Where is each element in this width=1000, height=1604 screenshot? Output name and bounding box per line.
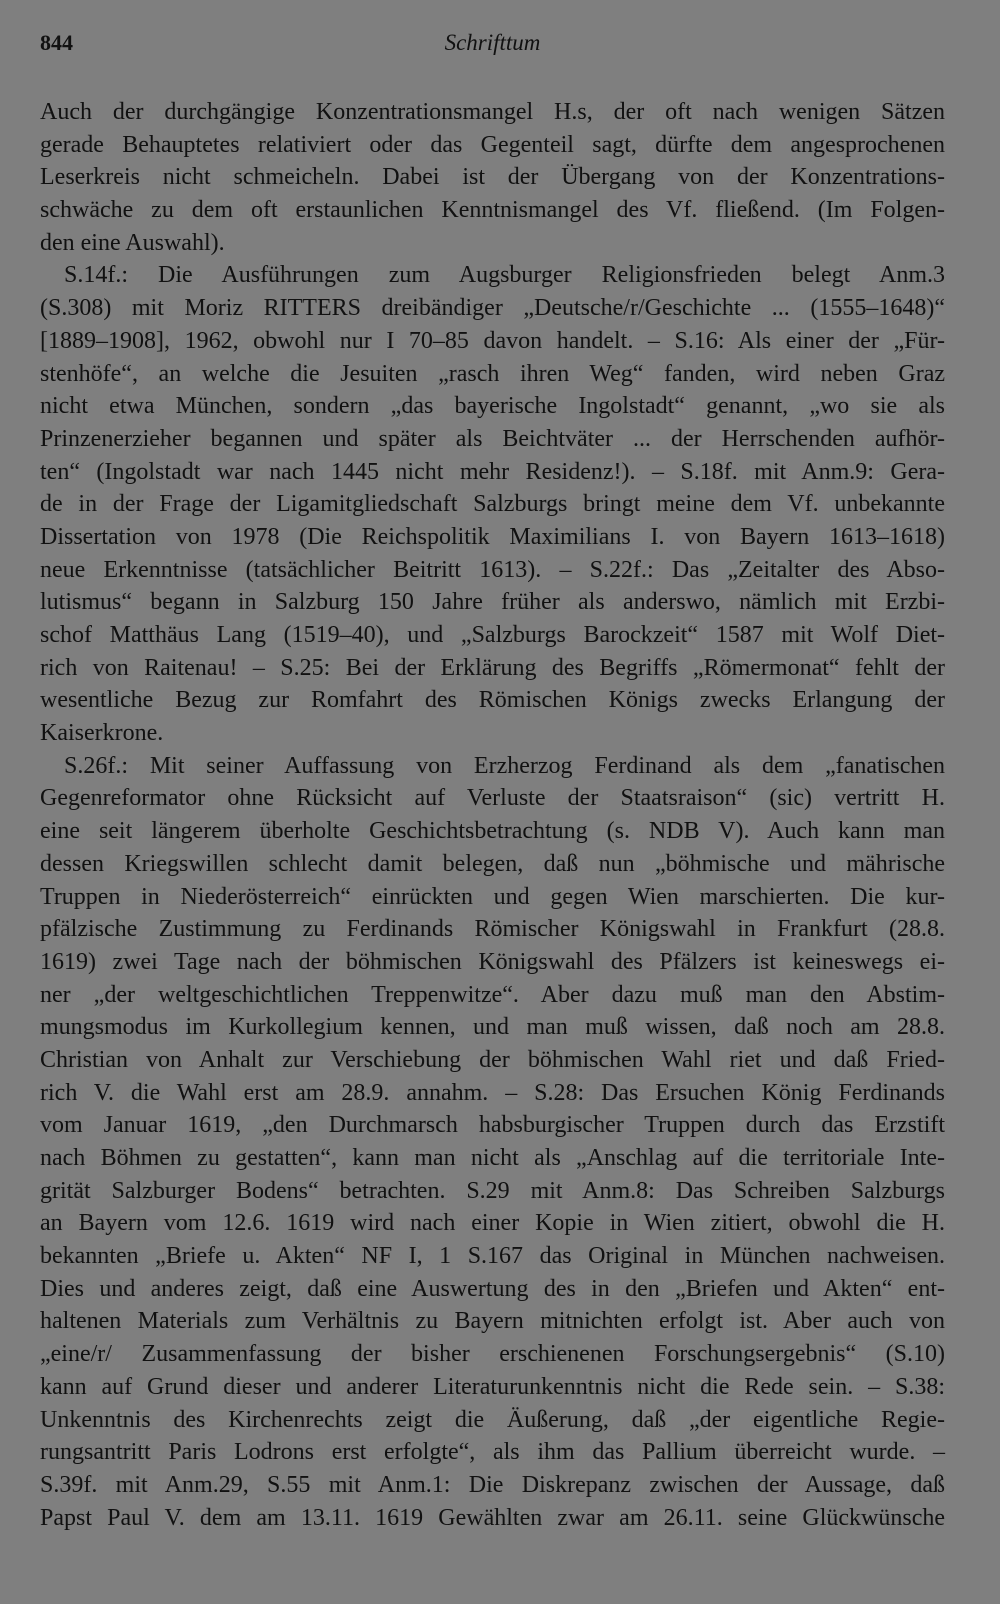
text-line: de in der Frage der Ligamitgliedschaft Salzburgs bringt meine dem Vf. unbekannte [40,491,945,518]
document-page [40,0,945,1604]
text-line: Kaiserkrone. [40,720,164,747]
text-line: vom Januar 1619, „den Durchmarsch habsburgischer Truppen durch das Erzstift [40,1112,945,1139]
text-line: ner „der weltgeschichtlichen Treppenwitze“. Aber dazu muß man den Abstim- [40,981,945,1008]
text-line: Christian von Anhalt zur Verschiebung der böhmischen Wahl riet und daß Fried- [40,1046,945,1073]
text-line: „eine/r/ Zusammenfassung der bisher erschienenen Forschungsergebnis“ (S.10) [40,1341,945,1368]
page-number: 844 [40,30,73,55]
text-line: pfälzische Zustimmung zu Ferdinands Römischer Königswahl in Frankfurt (28.8. [40,916,945,943]
text-line: Prinzenerzieher begannen und später als Beichtväter ... der Herrschenden aufhör- [40,425,945,452]
text-line: Papst Paul V. dem am 13.11. 1619 Gewählten zwar am 26.11. seine Glückwünsche [40,1504,945,1531]
text-line: rich von Raitenau! – S.25: Bei der Erklärung des Begriffs „Römermonat“ fehlt der [40,654,945,681]
text-line: nach Böhmen zu gestatten“, kann man nicht als „Anschlag auf die territoriale Inte- [40,1145,945,1171]
text-line: 1619) zwei Tage nach der böhmischen Königswahl des Pfälzers ist keineswegs ei- [40,948,945,975]
text-line: an Bayern vom 12.6. 1619 wird nach einer Kopie in Wien zitiert, obwohl die H. [40,1210,945,1237]
text-line: den eine Auswahl). [40,229,225,256]
text-line: mungsmodus im Kurkollegium kennen, und man muß wissen, daß noch am 28.8. [40,1014,945,1041]
text-line: bekannten „Briefe u. Akten“ NF I, 1 S.167 das Original in München nachweisen. [40,1243,945,1270]
text-line: stenhöfe“, an welche die Jesuiten „rasch ihren Weg“ fanden, wird neben Graz [40,360,945,387]
text-line: Dissertation von 1978 (Die Reichspolitik Maximilians I. von Bayern 1613–1618) [40,523,945,550]
text-line: haltenen Materials zum Verhältnis zu Bayern mitnichten erfolgt ist. Aber auch von [40,1308,945,1335]
page-header [40,30,945,62]
text-line: dessen Kriegswillen schlecht damit belegen, daß nun „böhmische und mährische [40,850,945,877]
text-line: Leserkreis nicht schmeicheln. Dabei ist der Übergang von der Konzentrations- [40,164,945,191]
text-line: S.26f.: Mit seiner Auffassung von Erzherzog Ferdinand als dem „fanatischen [64,752,945,779]
text-line: Unkenntnis des Kirchenrechts zeigt die Äußerung, daß „der eigentliche Regie- [40,1406,945,1433]
running-head: Schrifttum [444,30,541,55]
text-line: [1889–1908], 1962, obwohl nur I 70–85 davon handelt. – S.16: Als einer der „Für- [40,327,945,354]
text-line: (S.308) mit Moriz RITTERS dreibändiger „Deutsche/r/Geschichte ... (1555–1648)“ [40,295,945,322]
text-line: S.14f.: Die Ausführungen zum Augsburger Religionsfrieden belegt Anm.3 [64,262,945,289]
text-line: Dies und anderes zeigt, daß eine Auswertung des in den „Briefen und Akten“ ent- [40,1275,945,1302]
text-line: grität Salzburger Bodens“ betrachten. S.29 mit Anm.8: Das Schreiben Salzburgs [40,1177,945,1204]
text-line: Auch der durchgängige Konzentrationsmangel H.s, der oft nach wenigen Sätzen [40,99,945,125]
text-line: eine seit längerem überholte Geschichtsbetrachtung (s. NDB V). Auch kann man [40,818,945,845]
text-line: kann auf Grund dieser und anderer Literaturunkenntnis nicht die Rede sein. – S.38: [40,1373,945,1400]
text-line: Truppen in Niederösterreich“ einrückten und gegen Wien marschierten. Die kur- [40,883,945,910]
text-line: schof Matthäus Lang (1519–40), und „Salzburgs Barockzeit“ 1587 mit Wolf Diet- [40,622,945,648]
text-line: rich V. die Wahl erst am 28.9. annahm. – S.28: Das Ersuchen König Ferdinands [40,1079,945,1106]
text-line: rungsantritt Paris Lodrons erst erfolgte“, als ihm das Pallium überreicht wurde. – [40,1439,945,1466]
text-line: wesentliche Bezug zur Romfahrt des Römischen Königs zwecks Erlangung der [40,687,945,714]
text-line: lutismus“ begann in Salzburg 150 Jahre früher als anderswo, nämlich mit Erzbi- [40,589,945,616]
body-text [40,96,945,1534]
text-line: neue Erkenntnisse (tatsächlicher Beitritt 1613). – S.22f.: Das „Zeitalter des Abso- [40,556,945,583]
text-line: S.39f. mit Anm.29, S.55 mit Anm.1: Die Diskrepanz zwischen der Aussage, daß [40,1471,945,1498]
text-line: Gegenreformator ohne Rücksicht auf Verluste der Staatsraison“ (sic) vertritt H. [40,785,945,812]
text-line: ten“ (Ingolstadt war nach 1445 nicht mehr Residenz!). – S.18f. mit Anm.9: Gera- [40,458,945,485]
text-line: gerade Behauptetes relativiert oder das Gegenteil sagt, dürfte dem angesprochenen [40,131,945,158]
text-line: schwäche zu dem oft erstaunlichen Kenntnismangel des Vf. fließend. (Im Folgen- [40,197,945,224]
text-line: nicht etwa München, sondern „das bayerische Ingolstadt“ genannt, „wo sie als [40,393,945,420]
